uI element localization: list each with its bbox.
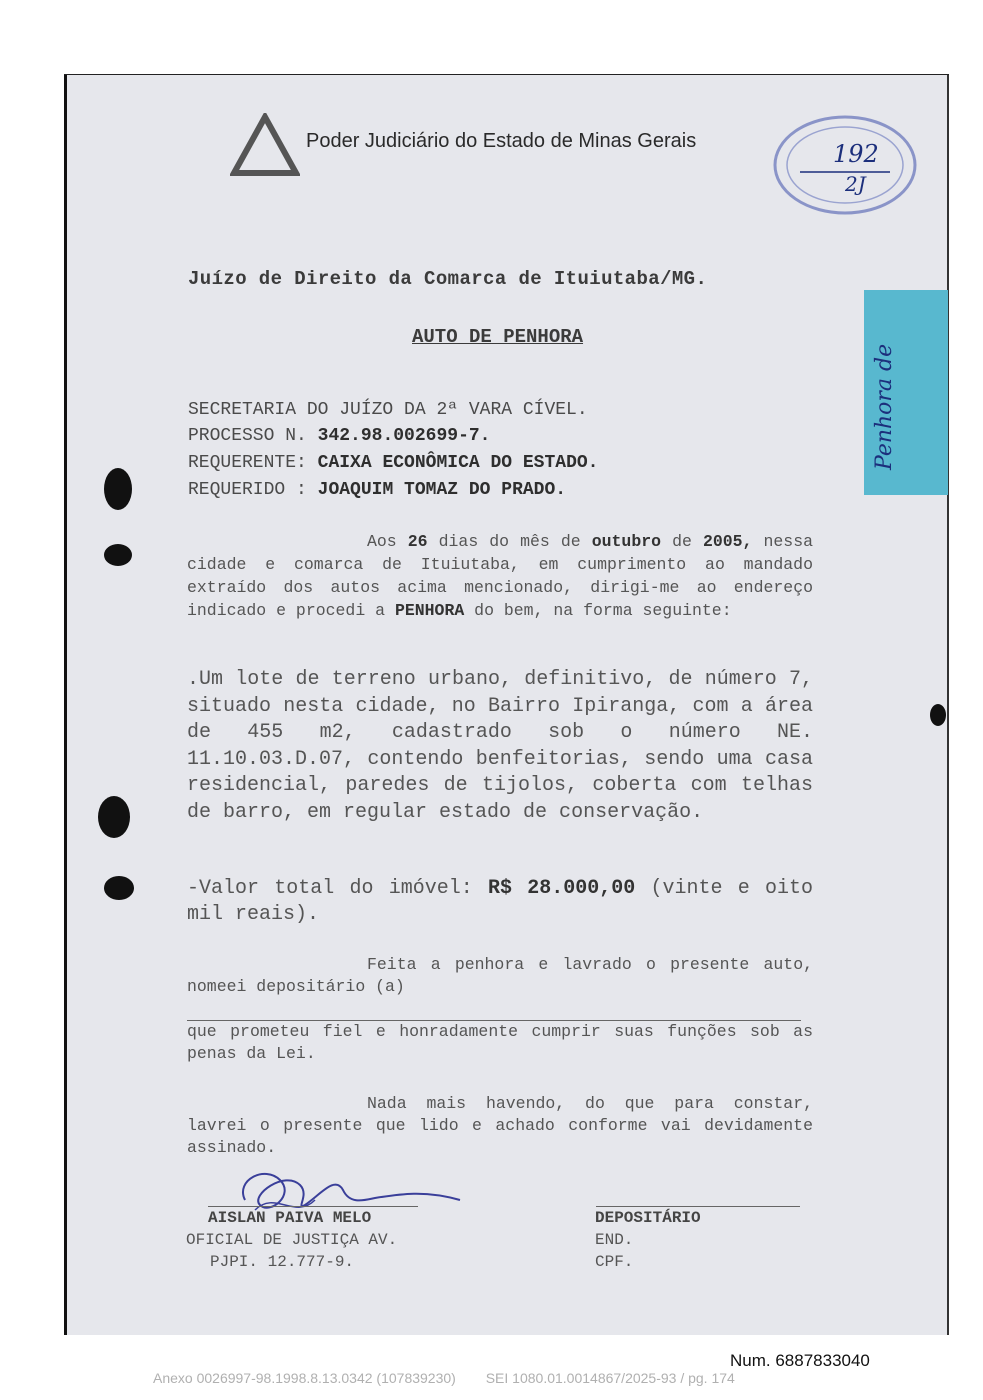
officer-name: AISLAN PAIVA MELO: [208, 1209, 372, 1227]
document-title: AUTO DE PENHORA: [412, 326, 584, 348]
intro-paragraph: [187, 530, 813, 622]
punch-hole: [930, 704, 946, 726]
officer-role: OFICIAL DE JUSTIÇA AV.: [186, 1231, 398, 1249]
officer-id: PJPI. 12.777-9.: [210, 1253, 355, 1271]
depositary-title: DEPOSITÁRIO: [595, 1209, 701, 1227]
text: de: [672, 532, 692, 551]
text: do bem, na forma seguinte:: [474, 601, 732, 620]
tab-handwritten-note: Penhora de: [872, 343, 897, 470]
footer-meta: [153, 1370, 761, 1386]
text: que prometeu fiel e honradamente cumprir suas funções sob as penas da Lei.: [187, 1022, 813, 1063]
depositary-paragraph: [187, 954, 813, 1065]
year-value: 2005,: [702, 532, 753, 551]
court-heading: Juízo de Direito da Comarca de Ituiutaba/MG.: [188, 268, 708, 290]
processo-label: PROCESSO N.: [188, 426, 307, 446]
text: Feita a penhora e lavrado o presente auto, nomeei depositário (a): [187, 955, 813, 996]
requerido-label: REQUERIDO :: [188, 480, 307, 500]
secretaria-line: [188, 400, 588, 420]
punch-hole: [98, 796, 130, 838]
text: (vinte e oito mil reais).: [187, 877, 813, 926]
depositary-end: END.: [595, 1231, 634, 1249]
stamp-page-number: 192: [833, 140, 879, 168]
property-value: R$ 28.000,00: [487, 877, 636, 900]
stamp-sub-number: 2J: [845, 172, 866, 196]
text: dias do mês de: [438, 532, 581, 551]
text: nessa cidade e comarca de Ituiutaba, em cumprimento ao mandado extraído dos autos acima mencionado, dirigi-me ao endereço indicado e procedi a: [187, 532, 814, 620]
closing-paragraph: [187, 1093, 813, 1159]
property-value-paragraph: [187, 876, 813, 928]
requerido-value: JOAQUIM TOMAZ DO PRADO.: [317, 480, 567, 500]
sei-reference: SEI 1080.01.0014867/2025-93 / pg. 174: [485, 1370, 735, 1386]
annex-reference: Anexo 0026997-98.1998.8.13.0342 (107839230): [153, 1370, 456, 1386]
text: Nada mais havendo, do que para constar, lavrei o presente que lido e achado conforme vai devidamente assinado.: [187, 1094, 813, 1157]
punch-hole: [104, 544, 132, 566]
penhora-word: PENHORA: [394, 601, 465, 620]
punch-hole: [104, 876, 134, 900]
secretaria-text: SECRETARIA DO JUÍZO DA 2ª VARA CÍVEL.: [188, 400, 588, 420]
document-number: Num. 6887833040: [730, 1351, 870, 1370]
depositary-cpf: CPF.: [595, 1253, 634, 1271]
processo-line: [188, 426, 490, 446]
text: Aos: [367, 532, 397, 551]
institution-header: Poder Judiciário do Estado de Minas Gerais: [306, 130, 697, 152]
judiciary-triangle-logo: [230, 113, 300, 177]
depositary-block: [595, 1207, 701, 1273]
officer-block: [186, 1207, 397, 1273]
requerente-line: [188, 453, 599, 473]
property-description: .Um lote de terreno urbano, definitivo, de número 7, situado nesta cidade, no Bairro Ipiranga, com a área de 455 m2, cadastrado sob o número NE. 11.10.03.D.07, contendo benfeitorias, sendo uma casa residencial, paredes de tijolos, coberta com telhas de barro, em regular estado de conservação.: [187, 668, 813, 824]
depositary-blank-line: [187, 998, 801, 1021]
text: -Valor total do imóvel:: [187, 877, 473, 900]
requerido-line: [188, 480, 566, 500]
month-value: outubro: [591, 532, 662, 551]
processo-value: 342.98.002699-7.: [317, 426, 491, 446]
requerente-value: CAIXA ECONÔMICA DO ESTADO.: [317, 453, 599, 473]
requerente-label: REQUERENTE:: [188, 453, 307, 473]
punch-hole: [104, 468, 132, 510]
day-value: 26: [407, 532, 428, 551]
